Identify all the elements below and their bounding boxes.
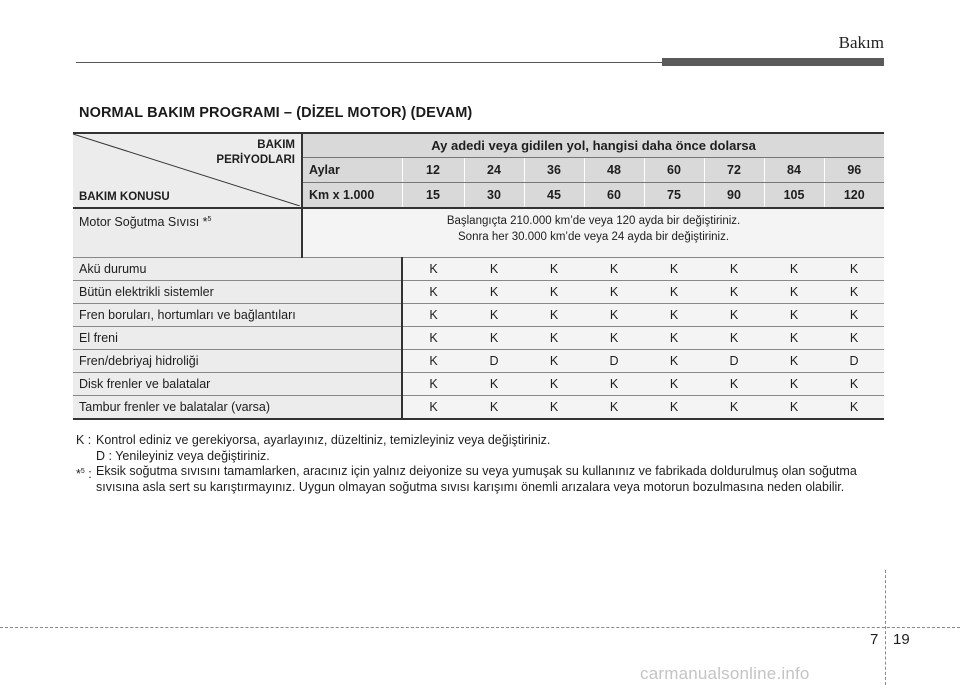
table-row [73, 396, 884, 420]
row-value-cell: K [764, 304, 824, 327]
row-item-label: Tambur frenler ve balatalar (varsa) [73, 396, 402, 420]
row-value-cell: K [644, 327, 704, 350]
row-value-cell: K [764, 258, 824, 281]
row-value-cell: K [644, 396, 704, 420]
row-value-cell: K [524, 350, 584, 373]
row-value-cell: K [524, 327, 584, 350]
row-value-cell: K [402, 373, 464, 396]
row-value-cell: K [464, 258, 524, 281]
table-header-main: Ay adedi veya gidilen yol, hangisi daha önce dolarsa [302, 133, 884, 158]
row-item-label: Fren boruları, hortumları ve bağlantıları [73, 304, 402, 327]
header-rule [76, 62, 662, 63]
row-value-cell: K [524, 373, 584, 396]
km-cell: 15 [402, 183, 464, 209]
row-value-cell: D [824, 350, 884, 373]
km-cell: 45 [524, 183, 584, 209]
table-row [73, 258, 884, 281]
row-item-label: Disk frenler ve balatalar [73, 373, 402, 396]
header-rule-bar [662, 58, 884, 66]
row-value-cell: K [644, 281, 704, 304]
coolant-note: Başlangıçta 210.000 km’de veya 120 ayda bir değiştiriniz. Sonra her 30.000 km’de veya 24 ayda bir değiştiriniz. [302, 208, 884, 258]
row-value-cell: K [824, 258, 884, 281]
row-item-label: Motor Soğutma Sıvısı *$^5$ [73, 208, 302, 258]
row-value-cell: K [402, 350, 464, 373]
table-corner-cell [73, 133, 302, 208]
page-header-title: Bakım [838, 33, 884, 52]
row-value-cell: D [584, 350, 644, 373]
row-value-cell: K [764, 373, 824, 396]
row-value-cell: K [464, 373, 524, 396]
row-value-cell: K [824, 327, 884, 350]
row-value-cell: K [584, 373, 644, 396]
km-cell: 75 [644, 183, 704, 209]
corner-item-label: BAKIM KONUSU [79, 191, 170, 203]
footer-dashed-rule [0, 627, 960, 628]
row-value-cell: K [584, 304, 644, 327]
row-item-label: Bütün elektrikli sistemler [73, 281, 402, 304]
row-value-cell: K [402, 258, 464, 281]
row-item-label: Akü durumu [73, 258, 402, 281]
row-value-cell: K [704, 304, 764, 327]
row-value-cell: K [524, 258, 584, 281]
footnote-k: K : Kontrol ediniz ve gerekiyorsa, ayarlayınız, düzeltiniz, temizleyiniz veya değiştiriniz. [76, 433, 551, 447]
chapter-number: 7 [870, 631, 879, 648]
km-cell: 90 [704, 183, 764, 209]
footnote-star: *$^5$ : Eksik soğutma sıvısını tamamlarken, aracınız için yalnız deiyonize su veya yumuşak su kullanınız ve fabrikada doldurulmuş olan soğutma sıvısına asla sert su karıştırmayınız. Uygun olmayan soğutma sıvısı karışımı önemli arızalara veya motorun bozulmasına neden olabilir. [76, 464, 857, 494]
row-value-cell: K [704, 373, 764, 396]
row-value-cell: K [464, 281, 524, 304]
months-cell: 72 [704, 158, 764, 183]
row-value-cell: K [824, 373, 884, 396]
row-value-cell: K [644, 350, 704, 373]
table-row [73, 350, 884, 373]
row-value-cell: K [524, 304, 584, 327]
km-cell: 30 [464, 183, 524, 209]
row-value-cell: K [584, 281, 644, 304]
footer-dashed-divider [885, 570, 886, 685]
table-row [73, 281, 884, 304]
months-cell: 12 [402, 158, 464, 183]
row-value-cell: K [402, 327, 464, 350]
row-item-label: Fren/debriyaj hidroliği [73, 350, 402, 373]
km-label: Km x 1.000 [302, 183, 402, 209]
table-row-coolant [73, 208, 884, 258]
row-value-cell: K [402, 396, 464, 420]
row-value-cell: K [764, 281, 824, 304]
row-value-cell: K [704, 281, 764, 304]
corner-period-label: BAKIM PERİYODLARI [216, 139, 295, 166]
row-value-cell: K [824, 396, 884, 420]
row-value-cell: K [584, 258, 644, 281]
page-number: 19 [893, 631, 910, 648]
row-value-cell: K [704, 327, 764, 350]
months-cell: 84 [764, 158, 824, 183]
table-row [73, 327, 884, 350]
row-value-cell: K [402, 281, 464, 304]
km-cell: 105 [764, 183, 824, 209]
months-cell: 60 [644, 158, 704, 183]
months-cell: 36 [524, 158, 584, 183]
maintenance-table [73, 132, 884, 420]
months-cell: 48 [584, 158, 644, 183]
table-row [73, 304, 884, 327]
row-value-cell: D [464, 350, 524, 373]
row-value-cell: K [464, 396, 524, 420]
row-value-cell: K [644, 373, 704, 396]
row-value-cell: K [764, 396, 824, 420]
months-label: Aylar [302, 158, 402, 183]
row-value-cell: K [704, 258, 764, 281]
watermark: carmanualsonline.info [640, 664, 810, 683]
row-value-cell: K [524, 396, 584, 420]
row-value-cell: K [824, 304, 884, 327]
row-value-cell: K [584, 327, 644, 350]
row-value-cell: D [704, 350, 764, 373]
table-body [73, 258, 884, 420]
months-cell: 24 [464, 158, 524, 183]
row-value-cell: K [584, 396, 644, 420]
km-cell: 60 [584, 183, 644, 209]
section-title: NORMAL BAKIM PROGRAMI – (DİZEL MOTOR) (DEVAM) [79, 105, 473, 121]
row-value-cell: K [644, 304, 704, 327]
row-value-cell: K [524, 281, 584, 304]
months-cell: 96 [824, 158, 884, 183]
row-value-cell: K [824, 281, 884, 304]
footnotes [76, 433, 886, 495]
row-value-cell: K [464, 304, 524, 327]
row-value-cell: K [764, 327, 824, 350]
row-value-cell: K [704, 396, 764, 420]
km-cell: 120 [824, 183, 884, 209]
table-row [73, 373, 884, 396]
row-value-cell: K [464, 327, 524, 350]
row-value-cell: K [644, 258, 704, 281]
row-item-label: El freni [73, 327, 402, 350]
row-value-cell: K [764, 350, 824, 373]
row-value-cell: K [402, 304, 464, 327]
footnote-d: D : Yenileyiniz veya değiştiriniz. [96, 448, 270, 463]
